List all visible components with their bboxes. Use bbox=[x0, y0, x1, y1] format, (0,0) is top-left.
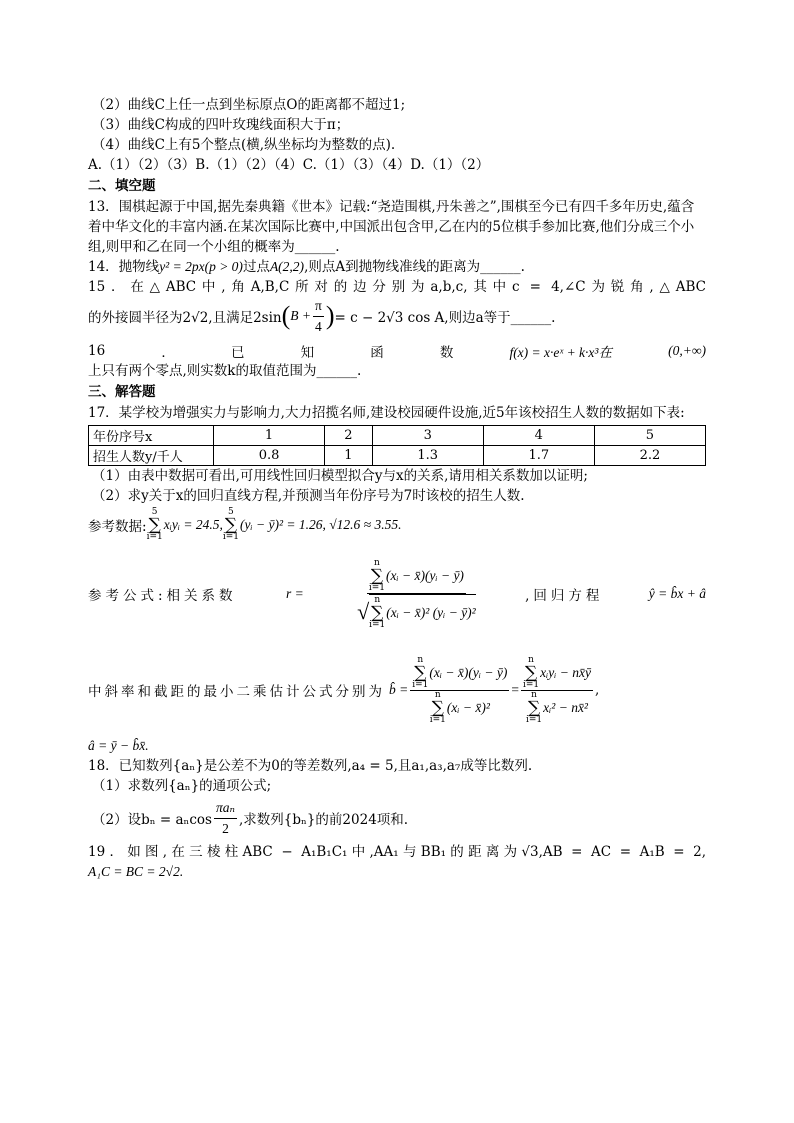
slope-fraction-1: n ∑ i=1 (xᵢ − x̄)(yᵢ − ȳ) n ∑ i=1 (xᵢ − x̄)² bbox=[412, 654, 508, 725]
slope-fraction-2: n ∑ i=1 xᵢyᵢ − nx̄ȳ n ∑ i=1 xᵢ² − nx̄² bbox=[522, 654, 591, 725]
q17-reference-formula: 参考公式:相关系数 r = n ∑ i=1 (xᵢ − x̄)(yᵢ − ȳ) √ n ∑ i=1 (xᵢ − x̄)² (yᵢ − ȳ)² ,回归方程 ŷ = b̂x + â bbox=[88, 557, 706, 630]
q17-reference-data: 参考数据: 5 ∑ i=1 xᵢyᵢ = 24.5, 5 ∑ i=1 (yᵢ − ȳ)² = 1.26, √12.6 ≈ 3.55. bbox=[88, 507, 402, 542]
q18-part2: （2）设bₙ = aₙcos $\frac{\text{πaₙ}}{2}$ ,求数列{bₙ}的前2024项和. bbox=[88, 796, 706, 840]
q15-fraction: $\frac{\pi}{4}$ bbox=[315, 297, 322, 334]
q12-item-4: （4）曲线C上有5个整点(横,纵坐标均为整数的点). bbox=[92, 137, 396, 153]
regression-equation: ŷ = b̂x + â bbox=[648, 586, 706, 601]
table-cell: 3 bbox=[372, 426, 483, 446]
table-cell: 5 bbox=[594, 426, 705, 446]
question-18-stem: 18．已知数列{aₙ}是公差不为0的等差数列,a₄ = 5,且a₁,a₃,a₇成等比数列. bbox=[88, 758, 533, 774]
q18-fraction: $\frac{\text{πaₙ}}{2}$ bbox=[215, 799, 235, 836]
q12-options: A.（1）（2）（3）B.（1）（2）（4）C.（1）（3）（4）D.（1）（2） bbox=[88, 157, 490, 173]
section-fill-in: 二、填空题 bbox=[88, 178, 156, 194]
table-cell: 1.3 bbox=[372, 446, 483, 466]
enrollment-table bbox=[88, 425, 706, 466]
table-cell: 4 bbox=[483, 426, 594, 446]
q17-part1: （1）由表中数据可看出,可用线性回归模型拟合y与x的关系,请用相关系数加以证明; bbox=[92, 468, 588, 484]
table-row bbox=[89, 446, 706, 466]
q17-least-squares: 中斜率和截距的最小二乘估计公式分别为 b̂ = n ∑ i=1 (xᵢ − x̄)(yᵢ − ȳ) n ∑ i=1 (xᵢ − x̄)² = n ∑ i=1 xᵢyᵢ − nx̄ȳ n ∑ i=1 xᵢ² − nx̄² , bbox=[88, 654, 600, 725]
question-14: 14．抛物线y² = 2px(p > 0)过点A(2,2),则点A到抛物线准线的距离为______. bbox=[88, 259, 525, 275]
q14-point: A(2,2) bbox=[269, 259, 305, 274]
correlation-fraction: n ∑ i=1 (xᵢ − x̄)(yᵢ − ȳ) √ n ∑ i=1 (xᵢ − x̄)² (yᵢ − ȳ)² bbox=[357, 557, 476, 630]
table-cell: 2.2 bbox=[594, 446, 705, 466]
q17-part2: （2）求y关于x的回归直线方程,并预测当年份序号为7时该校的招生人数. bbox=[92, 488, 525, 504]
q18-part1: （1）求数列{aₙ}的通项公式; bbox=[92, 778, 272, 794]
table-cell: 1.7 bbox=[483, 446, 594, 466]
exam-page bbox=[88, 95, 706, 882]
q14-equation: y² = 2px(p > 0) bbox=[159, 259, 243, 274]
table-header-y: 招生人数y/千人 bbox=[89, 446, 214, 466]
question-19-line2: A₁C = BC = 2√2. bbox=[88, 864, 184, 879]
question-19-line1: 19．如图,在三棱柱ABC − A₁B₁C₁中,AA₁与BB₁的距离为√3,AB = AC = A₁B = 2, bbox=[88, 844, 706, 860]
q16-interval: (0,+∞) bbox=[668, 343, 706, 358]
question-15-line2: 的外接圆半径为2√2,且满足2sin ( B + $\frac{\pi}{4}$ ) = c − 2√3 cos A,则边a等于______. bbox=[88, 297, 706, 335]
table-row bbox=[89, 426, 706, 446]
question-17-intro: 17．某学校为增强实力与影响力,大力招揽名师,建设校园硬件设施,近5年该校招生人数的数据如下表: bbox=[88, 405, 685, 421]
question-16-line2: 上只有两个零点,则实数k的取值范围为______. bbox=[88, 363, 362, 379]
table-cell: 2 bbox=[325, 426, 373, 446]
question-15-line1: 15．在△ABC中,角A,B,C所对的边分别为a,b,c,其中c = 4,∠C为锐角,△ABC bbox=[88, 279, 706, 295]
question-13: 13．围棋起源于中国,据先秦典籍《世本》记载:“尧造围棋,丹朱善之”,围棋至今已有四千多年历史,蕴含着中华文化的丰富内涵.在某次国际比赛中,中国派出包含甲,乙在内的5位棋手参加比赛,他们分成三个小组,则甲和乙在同一个小组的概率为______. bbox=[88, 199, 695, 255]
q12-item-3: （3）曲线C构成的四叶玫瑰线面积大于π； bbox=[92, 117, 350, 133]
table-cell: 1 bbox=[214, 426, 325, 446]
q16-function: f(x) = x·eˣ + k·x³在 bbox=[509, 345, 612, 360]
q12-item-2: （2）曲线C上任一点到坐标原点O的距离都不超过1; bbox=[92, 97, 406, 113]
section-solutions: 三、解答题 bbox=[88, 384, 156, 400]
table-header-x: 年份序号x bbox=[89, 426, 214, 446]
table-cell: 0.8 bbox=[214, 446, 325, 466]
intercept-formula: â = ȳ − b̂x̄. bbox=[88, 738, 149, 753]
table-cell: 1 bbox=[325, 446, 373, 466]
question-16-line1: 16 ． 已 知 函 数 f(x) = x·eˣ + k·x³在 (0,+∞) bbox=[88, 343, 706, 361]
